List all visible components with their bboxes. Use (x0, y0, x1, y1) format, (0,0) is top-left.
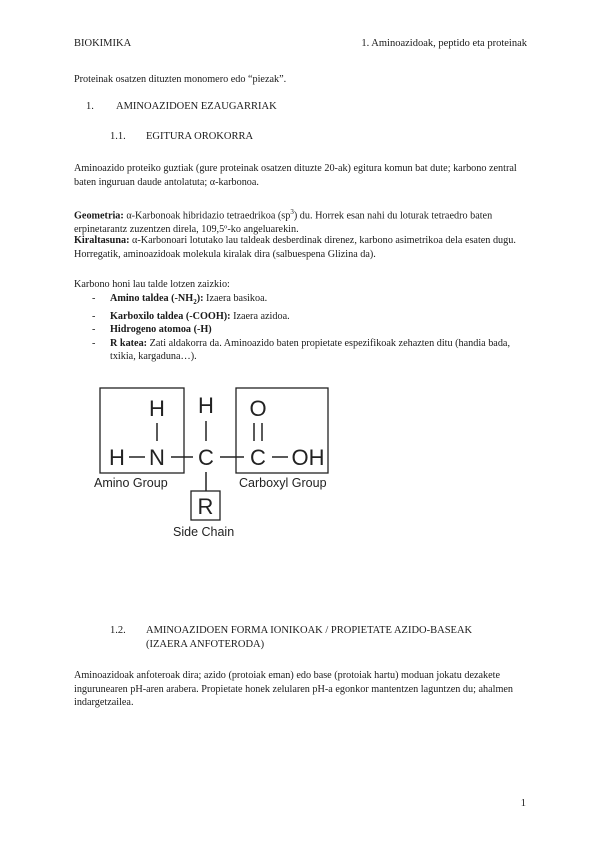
atom-n: N (149, 445, 165, 470)
kiraltasuna-text: α-Karbonoari lotutako lau taldeak desberdinak direnez, karbono asimetrikoa dela esaten dugu. Horregatik, aminoazidoak molekula kiralak dira (salbuespena Glizina da). (74, 235, 516, 260)
section-1-number: 1. (86, 101, 94, 112)
groups-list-container (74, 292, 526, 364)
atom-o-top: O (249, 396, 267, 421)
page-number: 1 (520, 798, 526, 809)
geometria-text-after: ) du. Horrek esan nahi du loturak tetraedro baten erpinetarantz zuzentzen direla, 109,5º-ko angeluarekin. (74, 210, 493, 235)
group-label: Hidrogeno atomoa (-H) (110, 324, 212, 336)
section-1-2-number: 1.2. (110, 625, 126, 636)
section-1-heading (86, 101, 277, 112)
atom-c-right: C (250, 445, 266, 470)
anfoteroak-paragraph: Aminoazidoak anfoteroak dira; azido (protoiak eman) edo base (protoiak hartu) moduan jokatu dezakete ingurunearen pH-aren arabera. Propietate honek zelularen pH-a egonkor mantentzen laguntzen du; ahalmen indargetzailea. (74, 670, 513, 709)
list-dash: - (92, 310, 96, 322)
list-dash: - (92, 293, 96, 304)
geometria-paragraph (74, 206, 526, 237)
section-1-1-number: 1.1. (110, 131, 126, 142)
amino-acid-structure-diagram (90, 383, 340, 548)
list-dash: - (92, 337, 96, 349)
structure-paragraph: Aminoazido proteiko guztiak (gure proteinak osatzen dituzte 20-ak) egitura komun bat dute; karbono zentral baten inguruan daude antolatuta; α-karbonoa. (74, 163, 517, 188)
list-item (74, 323, 526, 337)
group-label: R katea: (110, 337, 148, 349)
atom-oh: OH (291, 445, 325, 470)
label-side-chain: Side Chain (173, 525, 235, 539)
header-right: 1. Aminoazidoak, peptido eta proteinak (361, 38, 527, 49)
list-item (74, 292, 526, 310)
geometria-sup: 3 (290, 208, 294, 216)
kiraltasuna-paragraph (74, 234, 526, 261)
geometria-label: Geometria: (74, 210, 124, 222)
atom-h-left: H (109, 445, 125, 470)
header-left: BIOKIMIKA (74, 38, 132, 49)
kiraltasuna-label: Kiraltasuna: (74, 235, 130, 246)
groups-list (74, 292, 526, 364)
groups-intro: Karbono honi lau talde lotzen zaizkio: (74, 279, 230, 290)
intro-text: Proteinak osatzen dituzten monomero edo “piezak”. (74, 74, 287, 85)
group-label: Amino taldea $(-NH_2)$: (110, 293, 204, 307)
atom-c-center: C (198, 445, 214, 470)
section-1-2-title-line2: (IZAERA ANFOTERODA) (146, 639, 265, 650)
atom-h-top-left: H (149, 396, 165, 421)
list-item (74, 310, 526, 324)
label-carboxyl-group: Carboxyl Group (239, 476, 327, 490)
atom-r: R (197, 494, 214, 519)
section-1-2-heading (110, 624, 472, 652)
atom-h-top-center: H (198, 393, 214, 418)
group-text: Izaera basikoa. (203, 293, 268, 304)
section-1-1-heading (110, 131, 253, 142)
geometria-text-before: α-Karbonoak hibridazio tetraedrikoa (sp (123, 210, 291, 222)
list-dash: - (92, 324, 96, 336)
group-label: Karboxilo taldea (-COOH): (110, 310, 231, 322)
label-amino-group: Amino Group (94, 476, 168, 490)
group-text: Izaera azidoa. (230, 310, 290, 322)
section-1-2-title-line1: AMINOAZIDOEN FORMA IONIKOAK / PROPIETATE AZIDO-BASEAK (146, 625, 473, 636)
group-text: Zati aldakorra da. Aminoazido baten propietate espezifikoak zehazten ditu (handia bada, txikia, kargaduna…). (110, 337, 510, 363)
section-1-title: AMINOAZIDOEN EZAUGARRIAK (116, 101, 277, 112)
list-item (74, 337, 526, 364)
section-1-1-title: EGITURA OROKORRA (146, 131, 254, 142)
